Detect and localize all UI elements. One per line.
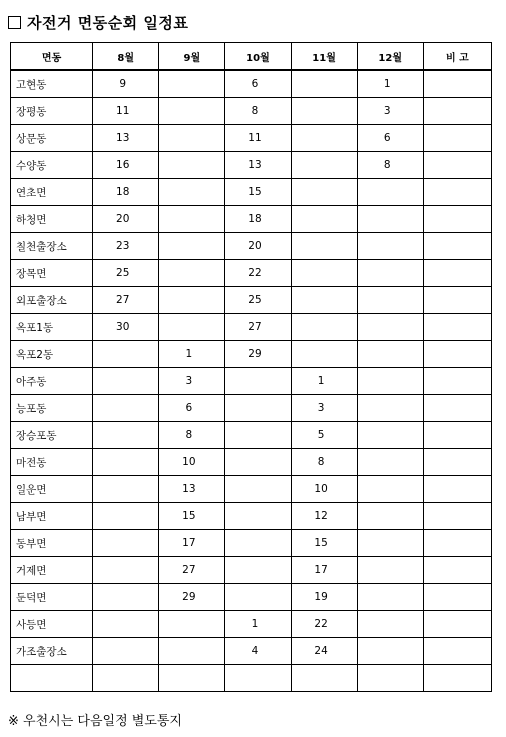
table-row — [11, 665, 492, 692]
table-row — [11, 260, 492, 287]
nov-cell — [291, 665, 357, 692]
note-cell — [423, 449, 491, 476]
note-cell — [423, 584, 491, 611]
oct-cell: 8 — [225, 98, 291, 125]
district-cell: 사등면 — [11, 611, 93, 638]
nov-cell: 8 — [291, 449, 357, 476]
aug-cell: 30 — [93, 314, 159, 341]
dec-cell — [357, 368, 423, 395]
nov-cell: 1 — [291, 368, 357, 395]
nov-cell: 24 — [291, 638, 357, 665]
dec-cell — [357, 476, 423, 503]
nov-cell — [291, 98, 357, 125]
dec-cell — [357, 395, 423, 422]
district-cell: 수양동 — [11, 152, 93, 179]
aug-cell: 11 — [93, 98, 159, 125]
oct-cell — [225, 449, 291, 476]
dec-cell: 8 — [357, 152, 423, 179]
header-sep: 9월 — [159, 43, 225, 71]
aug-cell — [93, 638, 159, 665]
sep-cell — [159, 611, 225, 638]
sep-cell: 6 — [159, 395, 225, 422]
dec-cell — [357, 422, 423, 449]
note-cell — [423, 314, 491, 341]
nov-cell — [291, 70, 357, 98]
sep-cell — [159, 287, 225, 314]
note-cell — [423, 179, 491, 206]
dec-cell — [357, 503, 423, 530]
oct-cell — [225, 665, 291, 692]
sep-cell — [159, 233, 225, 260]
note-cell — [423, 152, 491, 179]
dec-cell — [357, 287, 423, 314]
table-row — [11, 314, 492, 341]
nov-cell: 10 — [291, 476, 357, 503]
note-cell — [423, 422, 491, 449]
note-cell — [423, 233, 491, 260]
dec-cell — [357, 557, 423, 584]
table-row — [11, 152, 492, 179]
table-row — [11, 287, 492, 314]
dec-cell — [357, 233, 423, 260]
header-note: 비 고 — [423, 43, 491, 71]
aug-cell — [93, 665, 159, 692]
district-cell: 장목면 — [11, 260, 93, 287]
aug-cell — [93, 530, 159, 557]
sep-cell — [159, 638, 225, 665]
dec-cell — [357, 584, 423, 611]
note-cell — [423, 557, 491, 584]
oct-cell: 20 — [225, 233, 291, 260]
nov-cell — [291, 206, 357, 233]
nov-cell: 22 — [291, 611, 357, 638]
note-cell — [423, 125, 491, 152]
note-cell — [423, 638, 491, 665]
note-cell — [423, 368, 491, 395]
note-cell — [423, 395, 491, 422]
oct-cell — [225, 584, 291, 611]
dec-cell: 1 — [357, 70, 423, 98]
dec-cell — [357, 341, 423, 368]
oct-cell — [225, 395, 291, 422]
oct-cell: 22 — [225, 260, 291, 287]
district-cell: 장평동 — [11, 98, 93, 125]
oct-cell — [225, 530, 291, 557]
sep-cell — [159, 314, 225, 341]
note-cell — [423, 260, 491, 287]
district-cell — [11, 665, 93, 692]
oct-cell: 13 — [225, 152, 291, 179]
nov-cell — [291, 260, 357, 287]
oct-cell: 4 — [225, 638, 291, 665]
oct-cell: 27 — [225, 314, 291, 341]
note-cell — [423, 611, 491, 638]
aug-cell — [93, 557, 159, 584]
dec-cell: 6 — [357, 125, 423, 152]
table-row — [11, 341, 492, 368]
oct-cell — [225, 503, 291, 530]
district-cell: 옥포1동 — [11, 314, 93, 341]
table-row — [11, 638, 492, 665]
header-aug: 8월 — [93, 43, 159, 71]
table-row — [11, 530, 492, 557]
district-cell: 둔덕면 — [11, 584, 93, 611]
sep-cell: 10 — [159, 449, 225, 476]
district-cell: 연초면 — [11, 179, 93, 206]
nov-cell: 19 — [291, 584, 357, 611]
district-cell: 옥포2동 — [11, 341, 93, 368]
nov-cell: 3 — [291, 395, 357, 422]
aug-cell: 20 — [93, 206, 159, 233]
note-cell — [423, 287, 491, 314]
oct-cell — [225, 368, 291, 395]
aug-cell — [93, 449, 159, 476]
header-oct: 10월 — [225, 43, 291, 71]
dec-cell — [357, 260, 423, 287]
table-row — [11, 584, 492, 611]
aug-cell: 18 — [93, 179, 159, 206]
header-nov: 11월 — [291, 43, 357, 71]
note-cell — [423, 476, 491, 503]
sep-cell: 27 — [159, 557, 225, 584]
sep-cell — [159, 260, 225, 287]
sep-cell: 15 — [159, 503, 225, 530]
oct-cell: 25 — [225, 287, 291, 314]
table-row — [11, 449, 492, 476]
table-row — [11, 476, 492, 503]
dec-cell — [357, 638, 423, 665]
nov-cell — [291, 152, 357, 179]
aug-cell — [93, 503, 159, 530]
nov-cell: 15 — [291, 530, 357, 557]
table-row — [11, 368, 492, 395]
header-dec: 12월 — [357, 43, 423, 71]
aug-cell — [93, 611, 159, 638]
nov-cell — [291, 179, 357, 206]
table-row — [11, 557, 492, 584]
note-cell — [423, 70, 491, 98]
aug-cell: 9 — [93, 70, 159, 98]
aug-cell — [93, 368, 159, 395]
page-title — [8, 11, 188, 33]
aug-cell: 23 — [93, 233, 159, 260]
aug-cell — [93, 341, 159, 368]
title-text: 자전거 면동순회 일정표 — [27, 13, 189, 32]
dec-cell — [357, 314, 423, 341]
sep-cell — [159, 179, 225, 206]
district-cell: 외포출장소 — [11, 287, 93, 314]
nov-cell — [291, 125, 357, 152]
district-cell: 하청면 — [11, 206, 93, 233]
sep-cell — [159, 125, 225, 152]
sep-cell: 13 — [159, 476, 225, 503]
district-cell: 남부면 — [11, 503, 93, 530]
aug-cell: 16 — [93, 152, 159, 179]
nov-cell: 5 — [291, 422, 357, 449]
nov-cell: 12 — [291, 503, 357, 530]
table-row — [11, 125, 492, 152]
sep-cell: 3 — [159, 368, 225, 395]
header-row — [11, 43, 492, 71]
table-row — [11, 611, 492, 638]
table-row — [11, 98, 492, 125]
district-cell: 능포동 — [11, 395, 93, 422]
sep-cell — [159, 98, 225, 125]
district-cell: 일운면 — [11, 476, 93, 503]
dec-cell — [357, 449, 423, 476]
schedule-table — [10, 42, 492, 692]
district-cell: 고현동 — [11, 70, 93, 98]
aug-cell — [93, 395, 159, 422]
header-district: 면동 — [11, 43, 93, 71]
aug-cell: 27 — [93, 287, 159, 314]
nov-cell — [291, 314, 357, 341]
note-cell — [423, 206, 491, 233]
nov-cell: 17 — [291, 557, 357, 584]
aug-cell: 25 — [93, 260, 159, 287]
note-cell — [423, 341, 491, 368]
district-cell: 가조출장소 — [11, 638, 93, 665]
aug-cell — [93, 584, 159, 611]
note-cell — [423, 530, 491, 557]
district-cell: 아주동 — [11, 368, 93, 395]
sep-cell — [159, 665, 225, 692]
table-row — [11, 70, 492, 98]
aug-cell — [93, 476, 159, 503]
district-cell: 상문동 — [11, 125, 93, 152]
oct-cell: 18 — [225, 206, 291, 233]
nov-cell — [291, 287, 357, 314]
table-row — [11, 179, 492, 206]
district-cell: 동부면 — [11, 530, 93, 557]
dec-cell — [357, 611, 423, 638]
note-cell — [423, 665, 491, 692]
district-cell: 칠천출장소 — [11, 233, 93, 260]
note-cell — [423, 98, 491, 125]
dec-cell — [357, 665, 423, 692]
oct-cell — [225, 422, 291, 449]
sep-cell: 8 — [159, 422, 225, 449]
dec-cell: 3 — [357, 98, 423, 125]
sep-cell: 1 — [159, 341, 225, 368]
district-cell: 장승포동 — [11, 422, 93, 449]
oct-cell: 11 — [225, 125, 291, 152]
table-row — [11, 503, 492, 530]
district-cell: 마전동 — [11, 449, 93, 476]
nov-cell — [291, 341, 357, 368]
aug-cell — [93, 422, 159, 449]
nov-cell — [291, 233, 357, 260]
dec-cell — [357, 179, 423, 206]
oct-cell: 6 — [225, 70, 291, 98]
table-row — [11, 233, 492, 260]
oct-cell: 15 — [225, 179, 291, 206]
district-cell: 거제면 — [11, 557, 93, 584]
table-row — [11, 206, 492, 233]
sep-cell — [159, 206, 225, 233]
oct-cell — [225, 476, 291, 503]
oct-cell: 1 — [225, 611, 291, 638]
footnote: ※ 우천시는 다음일정 별도통지 — [8, 714, 182, 729]
table-row — [11, 422, 492, 449]
dec-cell — [357, 530, 423, 557]
checkbox-square-icon — [8, 16, 21, 29]
sep-cell: 17 — [159, 530, 225, 557]
dec-cell — [357, 206, 423, 233]
sep-cell — [159, 152, 225, 179]
sep-cell: 29 — [159, 584, 225, 611]
sep-cell — [159, 70, 225, 98]
table-row — [11, 395, 492, 422]
oct-cell: 29 — [225, 341, 291, 368]
note-cell — [423, 503, 491, 530]
oct-cell — [225, 557, 291, 584]
aug-cell: 13 — [93, 125, 159, 152]
